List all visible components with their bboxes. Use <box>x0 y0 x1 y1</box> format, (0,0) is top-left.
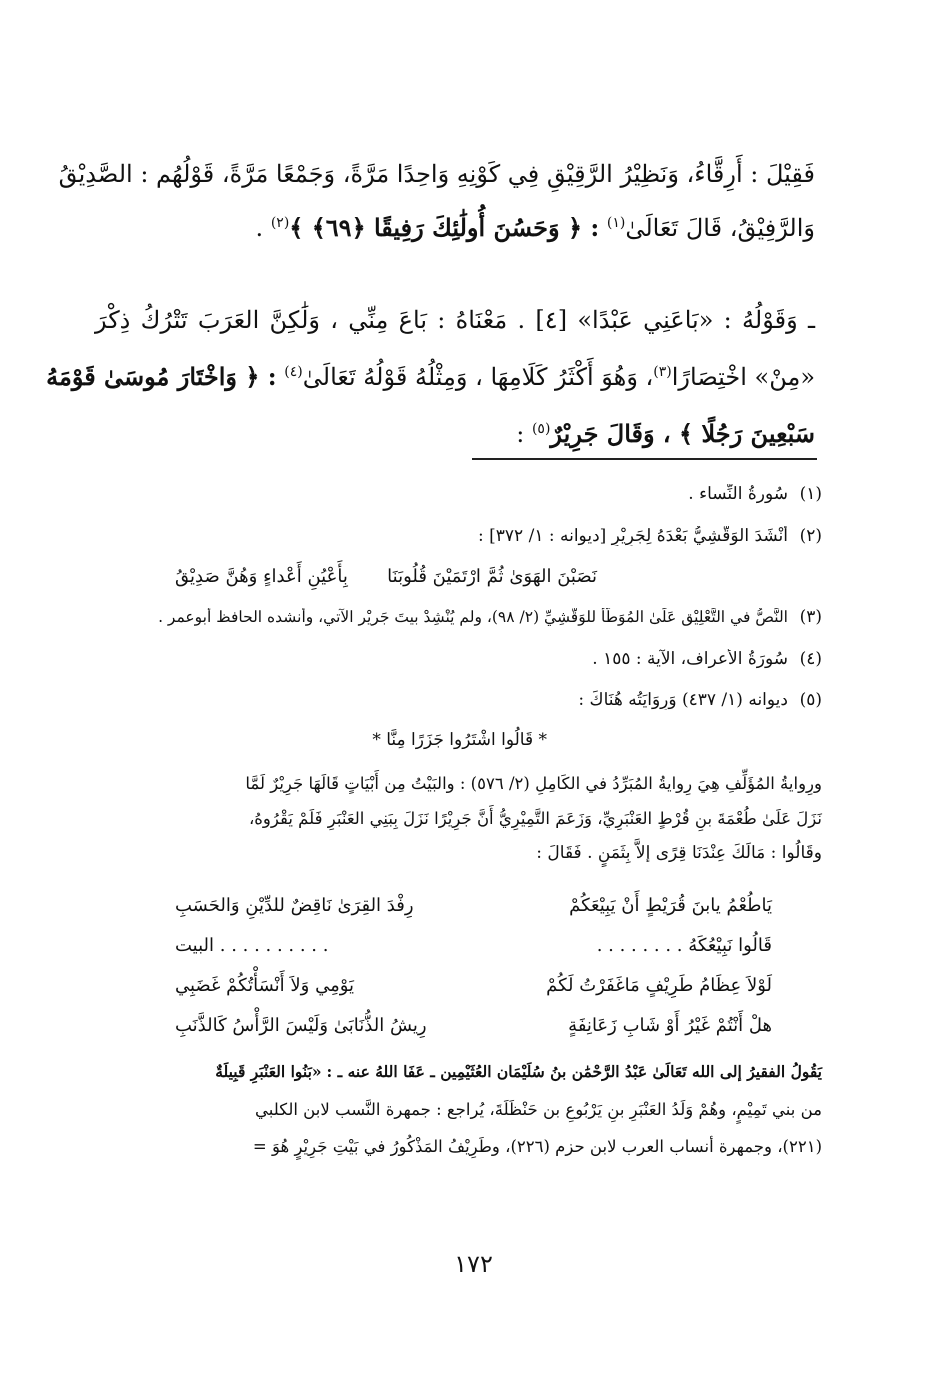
quran-verse-2-start: : ﴿ وَاخْتَارَ مُوسَىٰ قَوْمَهُ <box>46 362 277 391</box>
author-note <box>100 1053 822 1165</box>
paragraph-1-text-a: وَالرَّفِيْقُ، قَالَ تَعَالَىٰ <box>625 214 815 242</box>
footnote-4-text: سُورَةُ الأعراف، الآية : ١٥٥ . <box>592 649 788 669</box>
footnote-ref-2: (٢) <box>270 215 290 231</box>
poem-line-3-first: لَوْلاَ عِظَامُ طَرِيْفٍ مَاغَفَرْتُ لَكُمْ <box>546 975 772 996</box>
author-note-line-1-rest: «بَنُوا العَنْبَرِ قَبِيلَةٌ <box>215 1062 322 1081</box>
poem-line-4-second: رِيشُ الذُّنَابَىٰ وَلَيْسَ الرَّأْسُ كَالذَّنَبِ <box>175 1015 427 1036</box>
poem-line-4-first: هلْ أَنْتُمْ غَيْرُ أَوْ شَابِ زَعَانِفَةٍ <box>568 1015 772 1036</box>
commentary-line-1: ورِوايةُ المُؤَلِّفِ هِيَ رِوايةُ المُبَرِّدُ في الكَامِلِ (٢/ ٥٧٦) : والبَيْتُ مِن أَبْيَاتٍ قَالَهَا جَرِيْرٌ لَمَّا <box>245 774 822 793</box>
footnote-5-quoted-line: * قَالُوا اشْتَرُوا جَزَرًا مِنَّا * <box>372 730 547 750</box>
commentary-line-2: نَزَلَ عَلَىٰ طُعْمَةَ بنِ قُرْطٍ العَنْبَرِيِّ، وَزَعَمَ التَّمِيْرِيُّ أَنَّ جَرِيْرًا نَزَلَ بِبَنِي العَنْبَرِ فَلَمْ يَقْرُوهُ، <box>248 809 822 828</box>
footnote-ref-3: (٣) <box>653 364 672 380</box>
commentary-line-3: وقَالُوا : مَالَكَ عِنْدَنَا قِرًى إلاَّ بِثَمَنٍ . فَقَالَ : <box>536 843 822 863</box>
paragraph-1 <box>58 150 815 253</box>
footnote-ref-5: (٥) <box>531 421 551 437</box>
quran-verse-2-end: سَبْعِينَ رَجُلًا ﴾ ، وَقَالَ جَرِيْرٌ <box>550 419 815 448</box>
footnote-ref-1: (١) <box>606 215 626 231</box>
commentary-note <box>100 766 822 871</box>
paragraph-2-line-2 <box>46 346 815 403</box>
footnote-5-text: ديوانه (١/ ٤٣٧) وَرِوَايَتُه هُنَاكَ : <box>578 690 788 710</box>
paragraph-1-line-2 <box>95 199 815 253</box>
footnote-3-text: النَّصُّ في التَّعْلِيْقِ عَلَىٰ المُوَطَّأ للوَقَّشِيِّ (٢/ ٩٨)، ولم يُنْشِدْ بيتَ جَرِيْرٍ الآتي، وأنشده الحافظ أبوعمر . <box>158 608 788 626</box>
footnote-2-verse-second-hemistich: بِأَعْيُنِ أَعْداءٍ وَهُنَّ صَدِيْقُ <box>175 566 348 587</box>
paragraph-2-line-3 <box>95 403 815 460</box>
poem-line-2-second: . . . . . . . . . . البيت <box>175 935 329 956</box>
paragraph-1-line-1: فَقِيْلَ : أَرِقَّاءُ، وَنَظِيْرُ الرَّقِيْقِ فِي كَوْنِهِ وَاحِدًا مَرَّةً، وَجَمْعًا مَرَّةً، قَوْلُهُم : الصَّدِيْقُ <box>58 160 815 188</box>
author-note-line-2: من بني تَمِيْمٍ، وهُمْ وَلَدُ العَنْبَرِ بنِ يَرْبُوعِ بن حَنْظَلَةَ، يُراجع : جمهرة النَّسب لابن الكلبي <box>255 1100 822 1119</box>
footnote-ref-4: (٤) <box>284 364 303 380</box>
poem-line-3-second: يَوْمِي وَلاَ أَنْسَأْتُكُمْ غَضَبِي <box>175 975 355 996</box>
footnote-1 <box>100 484 822 504</box>
footnote-separator <box>472 458 817 460</box>
poem-line-1-first: يَاطُعْمُ يابنَ قُرَيْطٍ أَنْ يَبِيْعَكُمْ <box>569 895 772 916</box>
author-note-line-3: (٢٢١)، وجمهرة أنساب العرب لابن حزم (٢٢٦)، وطَرِيْفُ المَذْكُورُ في بَيْتِ جَرِيْرٍ هُوَ = <box>252 1137 822 1156</box>
paragraph-2-text-a: «مِنْ» اخْتِصَارًا <box>671 363 815 391</box>
paragraph-2-text-b: ، وَهُوَ أَكْثَرُ كَلَامِهَا ، وَمِثْلُهُ قَوْلُهُ تَعَالَىٰ <box>302 363 654 391</box>
paragraph-2 <box>46 294 815 460</box>
footnote-4-number: (٤) <box>799 649 822 669</box>
footnote-3-number: (٣) <box>799 607 822 627</box>
footnote-2 <box>100 526 822 546</box>
footnote-2-verse-first-hemistich: نَصَبْنَ الهَوَىٰ ثُمَّ ارْتَمَيْنَ قُلُوبَنَا <box>387 566 597 587</box>
poem-line-1-second: رِفْدَ القِرَىٰ نَاقِضٌ للدِّيْنِ وَالحَسَبِ <box>175 895 414 916</box>
author-note-line-1 <box>100 1053 822 1091</box>
footnote-5-number: (٥) <box>799 690 822 710</box>
footnote-5 <box>100 690 822 710</box>
poem-line-2-first: قَالُوا نَبِيْعُكَهُ . . . . . . . . <box>596 935 772 956</box>
paragraph-2-colon: : <box>516 420 525 448</box>
author-note-lead: يَقُولُ الفقيرُ إلى الله تَعَالَىٰ عَبْدُ الرَّحْمَٰن بنُ سُلَيْمَان العُثَيْمِين ـ عَفَا اللهُ عنه ـ : <box>326 1062 822 1081</box>
paragraph-2-line-1: ـ وَقَوْلُهُ : «بَاعَنِي عَبْدًا» [٤] . مَعْنَاهُ : بَاعَ مِنِّي ، وَلَٰكِنَّ العَرَبَ تَتْرُكُ ذِكْرَ <box>95 306 815 334</box>
footnote-2-number: (٢) <box>799 526 822 546</box>
page-number: ١٧٢ <box>454 1250 493 1278</box>
footnote-1-number: (١) <box>799 484 822 504</box>
footnote-4 <box>100 649 822 669</box>
footnote-3 <box>100 607 822 627</box>
paragraph-1-end: . <box>255 214 264 242</box>
quran-verse-1: : ﴿ وَحَسُنَ أُولَٰئِكَ رَفِيقًا ﴿٦٩﴾ ﴾ <box>289 213 600 242</box>
footnote-2-text: أَنْشَدَ الوَقَّشِيُّ بَعْدَهُ لِجَرِيْرٍ [ديوانه : ١/ ٣٧٢] : <box>478 526 788 546</box>
footnote-1-text: سُورةُ النِّساء . <box>688 484 788 504</box>
